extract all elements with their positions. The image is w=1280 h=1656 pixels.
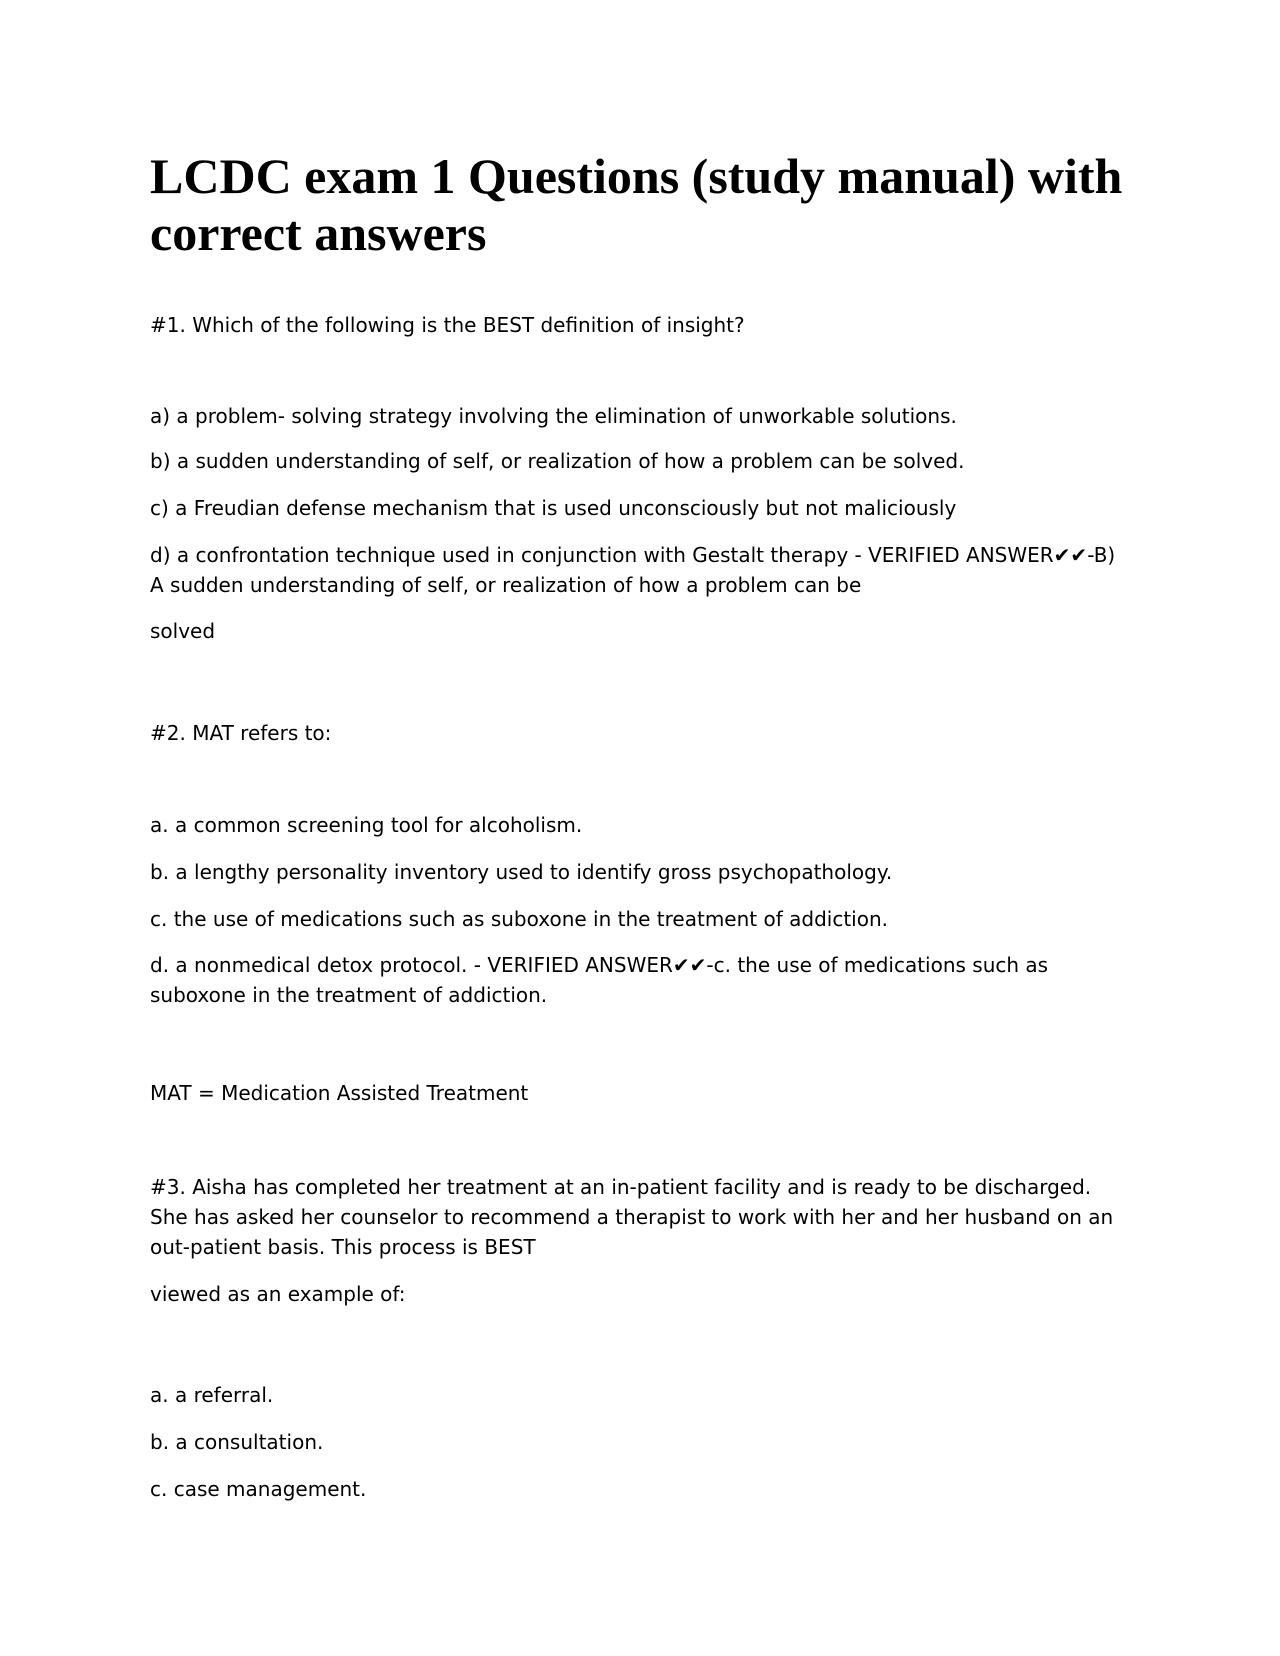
document-title: LCDC exam 1 Questions (study manual) with correct answers [150, 148, 1123, 261]
q1-option-a: a) a problem- solving strategy involving the elimination of unworkable solutions. [150, 404, 957, 428]
q1-option-b: b) a sudden understanding of self, or realization of how a problem can be solved. [150, 449, 965, 473]
q1-question: #1. Which of the following is the BEST definition of insight? [150, 313, 745, 337]
q2-option-b: b. a lengthy personality inventory used to identify gross psychopathology. [150, 860, 893, 884]
q1-option-d-with-answer: d) a confrontation technique used in conjunction with Gestalt therapy - VERIFIED ANSWER✔✔-B) A sudden understanding of self, or realization of how a problem can be [150, 543, 1116, 597]
q2-question: #2. MAT refers to: [150, 721, 332, 745]
q3-option-b: b. a consultation. [150, 1430, 324, 1454]
q3-option-c: c. case management. [150, 1477, 367, 1501]
q2-option-d-with-answer: d. a nonmedical detox protocol. - VERIFIED ANSWER✔✔-c. the use of medications such as suboxone in the treatment of addiction. [150, 953, 1049, 1007]
q3-option-a: a. a referral. [150, 1383, 274, 1407]
q2-note: MAT = Medication Assisted Treatment [150, 1081, 529, 1105]
q1-answer-tail: solved [150, 619, 216, 643]
q3-question: #3. Aisha has completed her treatment at an in-patient facility and is ready to be discharged. She has asked her counselor to recommend a therapist to work with her and her husband on an out-patient basis. This process is BEST [150, 1175, 1114, 1259]
q2-option-c: c. the use of medications such as suboxone in the treatment of addiction. [150, 907, 888, 931]
q3-question-tail: viewed as an example of: [150, 1282, 406, 1306]
q2-option-a: a. a common screening tool for alcoholism. [150, 813, 583, 837]
q1-option-c: c) a Freudian defense mechanism that is used unconsciously but not maliciously [150, 496, 957, 520]
